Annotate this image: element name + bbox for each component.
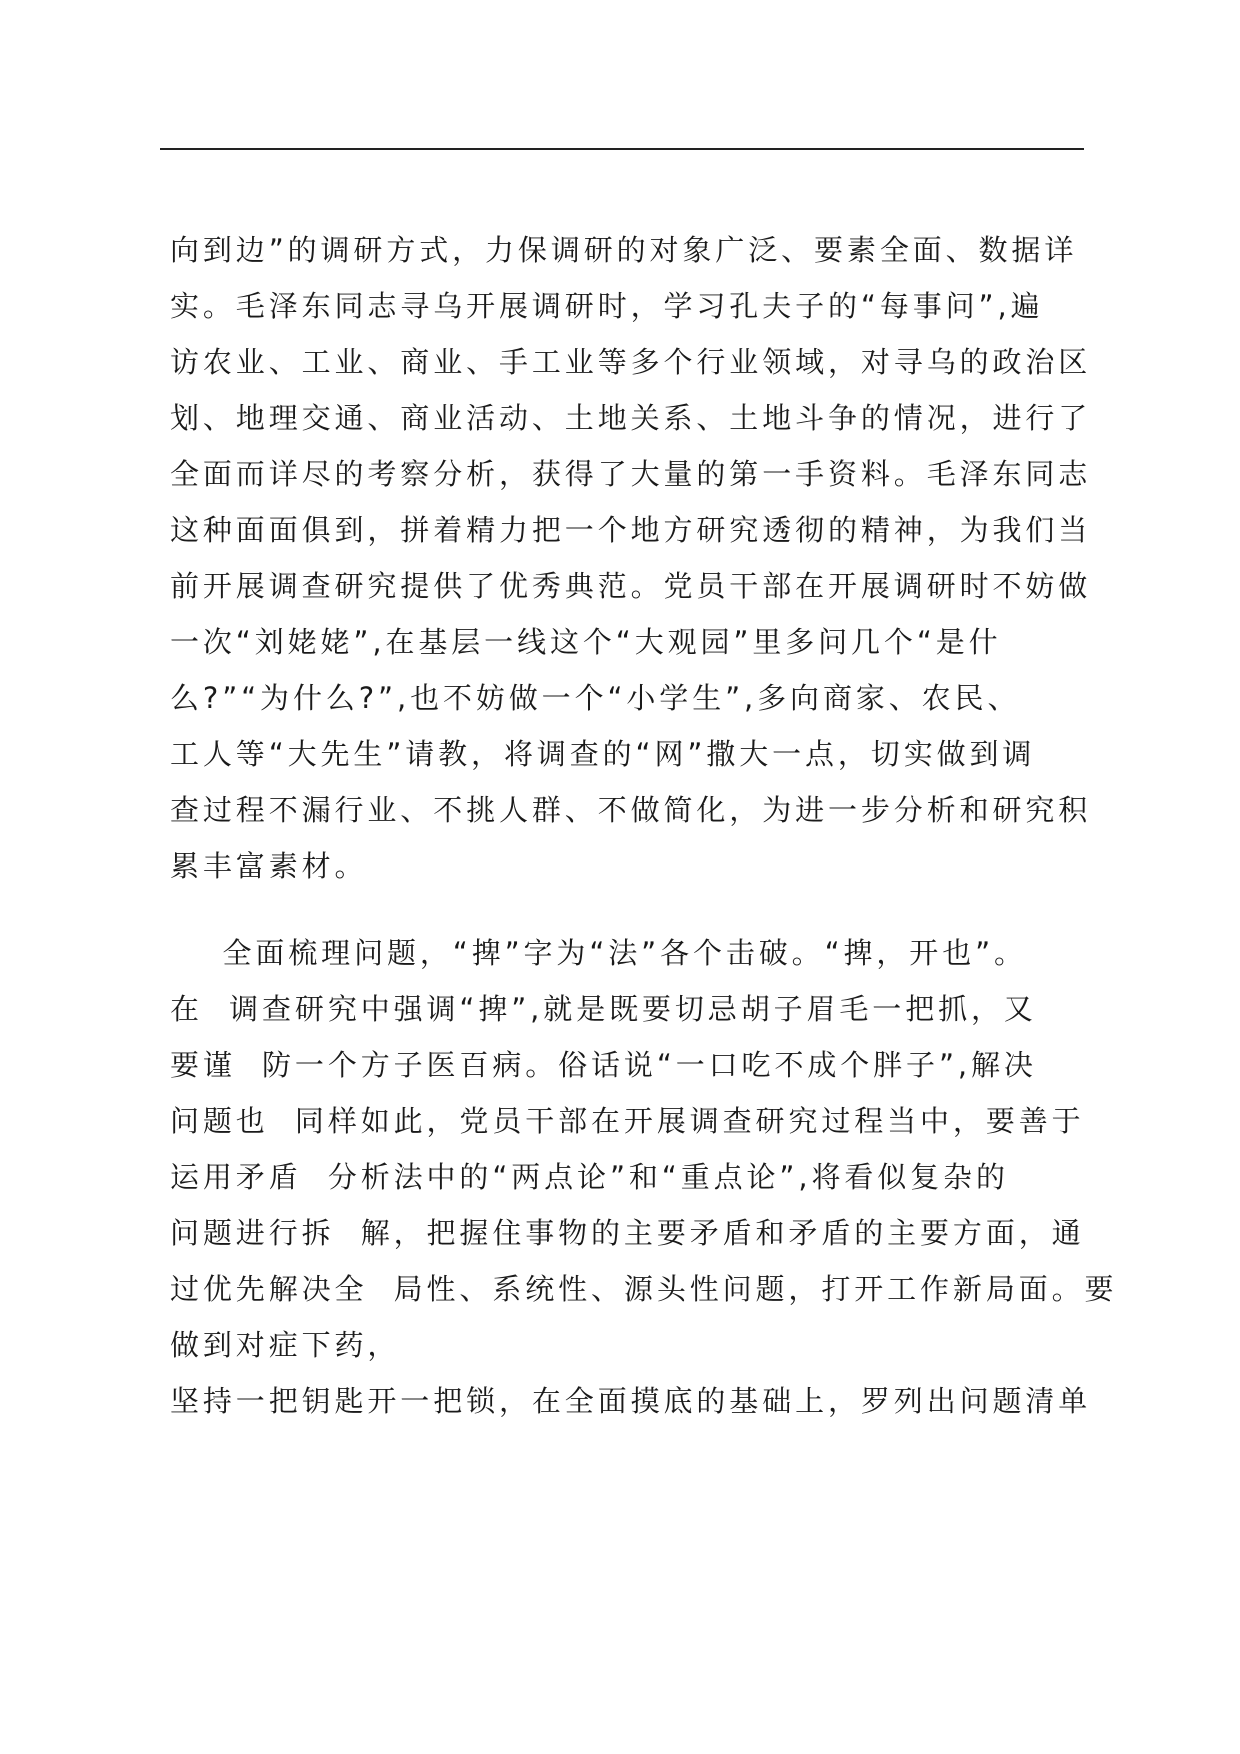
- paragraph-1-line-11: 查过程不漏行业、不挑人群、不做简化，为进一步分析和研究积: [170, 793, 1092, 827]
- paragraph-1-line-9: 么?”“为什么?”,也不妨做一个“小学生”,多向商家、农民、: [170, 681, 1021, 715]
- paragraph-1-line-1: 向到边”的调研方式，力保调研的对象广泛、要素全面、数据详: [170, 233, 1078, 267]
- paragraph-1-line-2: 实。毛泽东同志寻乌开展调研时，学习孔夫子的“每事问”,遍: [170, 289, 1044, 323]
- paragraph-1-line-5: 全面而详尽的考察分析，获得了大量的第一手资料。毛泽东同志: [170, 457, 1092, 491]
- paragraph-2-line-2: 在 调查研究中强调“捭”,就是既要切忌胡子眉毛一把抓，又: [170, 992, 1037, 1026]
- paragraph-1-line-6: 这种面面俱到，拼着精力把一个地方研究透彻的精神，为我们当: [170, 513, 1092, 547]
- paragraph-1-line-3: 访农业、工业、商业、手工业等多个行业领域，对寻乌的政治区: [170, 345, 1092, 379]
- paragraph-2-line-6: 问题进行拆 解，把握住事物的主要矛盾和矛盾的主要方面，通: [170, 1216, 1085, 1250]
- paragraph-2-line-9: 坚持一把钥匙开一把锁，在全面摸底的基础上，罗列出问题清单: [170, 1384, 1092, 1418]
- paragraph-2-line-3: 要谨 防一个方子医百病。俗话说“一口吃不成个胖子”,解决: [170, 1048, 1037, 1082]
- paragraph-2-line-8: 做到对症下药，: [170, 1328, 401, 1362]
- paragraph-1-line-4: 划、地理交通、商业活动、土地关系、土地斗争的情况，进行了: [170, 401, 1092, 435]
- paragraph-1-line-8: 一次“刘姥姥”,在基层一线这个“大观园”里多问几个“是什: [170, 625, 1002, 659]
- paragraph-2-line-4: 问题也 同样如此，党员干部在开展调查研究过程当中，要善于: [170, 1104, 1085, 1138]
- paragraph-1-line-10: 工人等“大先生”请教，将调查的“网”撒大一点，切实做到调: [170, 737, 1036, 771]
- paragraph-2-line-7: 过优先解决全 局性、系统性、源头性问题，打开工作新局面。要: [170, 1272, 1118, 1306]
- paragraph-2-line-5: 运用矛盾 分析法中的“两点论”和“重点论”,将看似复杂的: [170, 1160, 1009, 1194]
- paragraph-2-line-1: 全面梳理问题，“捭”字为“法”各个击破。“捭，开也”。: [170, 936, 1027, 970]
- paragraph-1-line-12: 累丰富素材。: [170, 849, 368, 883]
- paragraph-1-line-7: 前开展调查研究提供了优秀典范。党员干部在开展调研时不妨做: [170, 569, 1092, 603]
- header-rule: [160, 148, 1084, 150]
